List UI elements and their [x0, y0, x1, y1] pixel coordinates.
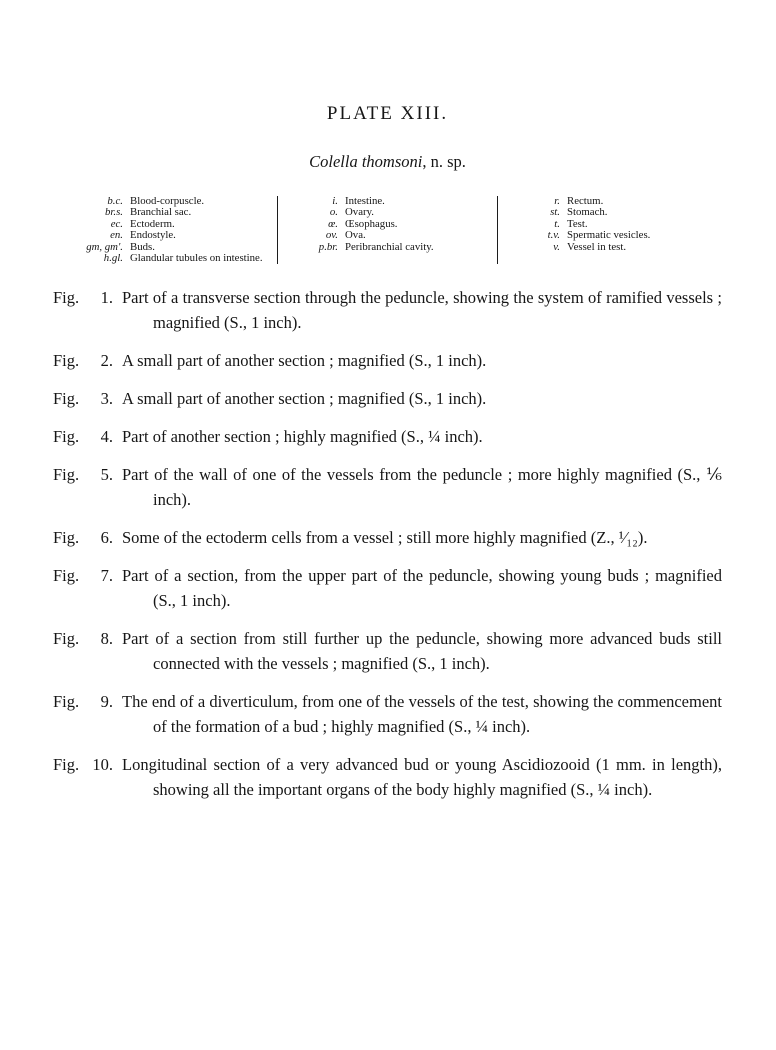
figure-number: 10. [92, 755, 113, 775]
figure-label: Fig. [53, 755, 80, 775]
legend-abbr: gm, gm'. [86, 240, 123, 253]
figure-number: 3. [100, 389, 113, 409]
figure-label: Fig. [53, 427, 80, 447]
figure-entry-6 [53, 525, 722, 550]
legend-abbr: t. [554, 217, 560, 230]
figure-label: Fig. [53, 629, 80, 649]
legend-label: Œsophagus. [345, 217, 398, 230]
legend-label: Ova. [345, 229, 366, 242]
legend-label: Test. [567, 217, 588, 230]
legend-entry [278, 242, 497, 253]
figure-entry-3 [53, 386, 722, 411]
legend-abbr: ec. [110, 217, 123, 230]
legend-label: Blood-corpuscle. [130, 195, 205, 207]
legend-label: Intestine. [345, 195, 385, 207]
legend-label: Glandular tubules on intestine. [130, 252, 263, 265]
figure-caption: Part of the wall of one of the vessels from the peduncle ; more highly magnified (S., ⅙ inch). [122, 465, 722, 510]
figure-caption: The end of a diverticulum, from one of the vessels of the test, showing the commencement of the formation of a bud ; highly magnified (S., ¼ inch). [122, 692, 722, 737]
figure-entry-5 [53, 462, 722, 512]
figure-label: Fig. [53, 389, 80, 409]
legend-entry [498, 196, 722, 207]
legend-abbr: œ. [328, 217, 338, 230]
figure-number: 8. [100, 629, 113, 649]
legend-label: Ectoderm. [130, 217, 175, 230]
legend-abbr: b.c. [107, 195, 123, 207]
legend-label: Peribranchial cavity. [345, 240, 434, 253]
figure-caption: A small part of another section ; magnified (S., 1 inch). [122, 351, 487, 371]
species-name: Colella thomsoni [309, 152, 423, 171]
figure-number: 2. [100, 351, 113, 371]
legend-column-2 [278, 196, 498, 264]
legend-label: Rectum. [567, 195, 604, 207]
page-title: PLATE XIII. [326, 103, 449, 124]
legend-entry [53, 230, 277, 241]
legend-label: Spermatic vesicles. [567, 229, 651, 242]
figure-caption: Part of a transverse section through the peduncle, showing the system of ramified vessels ; magnified (S., 1 inch). [122, 288, 722, 333]
legend-abbr: h.gl. [103, 252, 123, 265]
legend-abbr: ov. [325, 229, 338, 242]
figure-caption-list [53, 285, 722, 802]
legend-entry [498, 242, 722, 253]
figure-label: Fig. [53, 288, 80, 308]
legend-entry [278, 219, 497, 230]
species-suffix: , n. sp. [422, 152, 466, 171]
figure-label: Fig. [53, 465, 80, 485]
legend-label: Buds. [130, 240, 155, 253]
figure-caption: A small part of another section ; magnified (S., 1 inch). [122, 389, 487, 409]
legend-abbr: p.br. [318, 240, 338, 253]
abbreviation-legend [53, 196, 722, 264]
figure-entry-4 [53, 424, 722, 449]
legend-label: Branchial sac. [130, 206, 192, 219]
figure-number: 1. [100, 288, 113, 308]
figure-entry-8 [53, 626, 722, 676]
legend-label: Stomach. [567, 206, 608, 219]
figure-entry-1 [53, 285, 722, 335]
legend-entry [278, 196, 497, 207]
figure-number: 7. [100, 566, 113, 586]
figure-caption: Part of a section from still further up the peduncle, showing more advanced buds still connected with the vessels ; magnified (S., 1 inch). [122, 629, 722, 674]
figure-number: 5. [100, 465, 113, 485]
legend-entry [498, 230, 722, 241]
legend-abbr: v. [553, 240, 560, 253]
figure-entry-10 [53, 752, 722, 802]
legend-label: Endostyle. [130, 229, 176, 242]
legend-entry [498, 207, 722, 218]
species-heading [53, 152, 722, 172]
figure-caption: Part of a section, from the upper part of the peduncle, showing young buds ; magnified (S., 1 inch). [122, 566, 722, 611]
legend-abbr: o. [329, 206, 338, 219]
figure-label: Fig. [53, 692, 80, 712]
legend-abbr: en. [110, 229, 123, 242]
figure-label: Fig. [53, 566, 80, 586]
legend-column-3 [498, 196, 722, 264]
legend-abbr: t.v. [547, 229, 560, 242]
figure-caption: Longitudinal section of a very advanced bud or young Ascidiozooid (1 mm. in length), showing all the important organs of the body highly magnified (S., ¼ inch). [122, 755, 722, 800]
legend-abbr: i. [332, 195, 338, 207]
legend-abbr: br.s. [104, 206, 123, 219]
figure-label: Fig. [53, 528, 80, 548]
figure-caption: Some of the ectoderm cells from a vessel ; still more highly magnified (Z., ¹⁄₁₂). [122, 528, 648, 548]
legend-entry [278, 230, 497, 241]
figure-entry-7 [53, 563, 722, 613]
legend-abbr: r. [554, 195, 560, 207]
figure-entry-2 [53, 348, 722, 373]
figure-label: Fig. [53, 351, 80, 371]
figure-entry-9 [53, 689, 722, 739]
legend-entry [53, 253, 277, 264]
figure-number: 9. [100, 692, 113, 712]
figure-caption: Part of another section ; highly magnified (S., ¼ inch). [122, 427, 483, 447]
figure-number: 4. [100, 427, 113, 447]
legend-abbr: st. [550, 206, 560, 219]
legend-label: Ovary. [345, 206, 374, 219]
legend-column-1 [53, 196, 278, 264]
legend-label: Vessel in test. [567, 240, 627, 253]
figure-number: 6. [100, 528, 113, 548]
